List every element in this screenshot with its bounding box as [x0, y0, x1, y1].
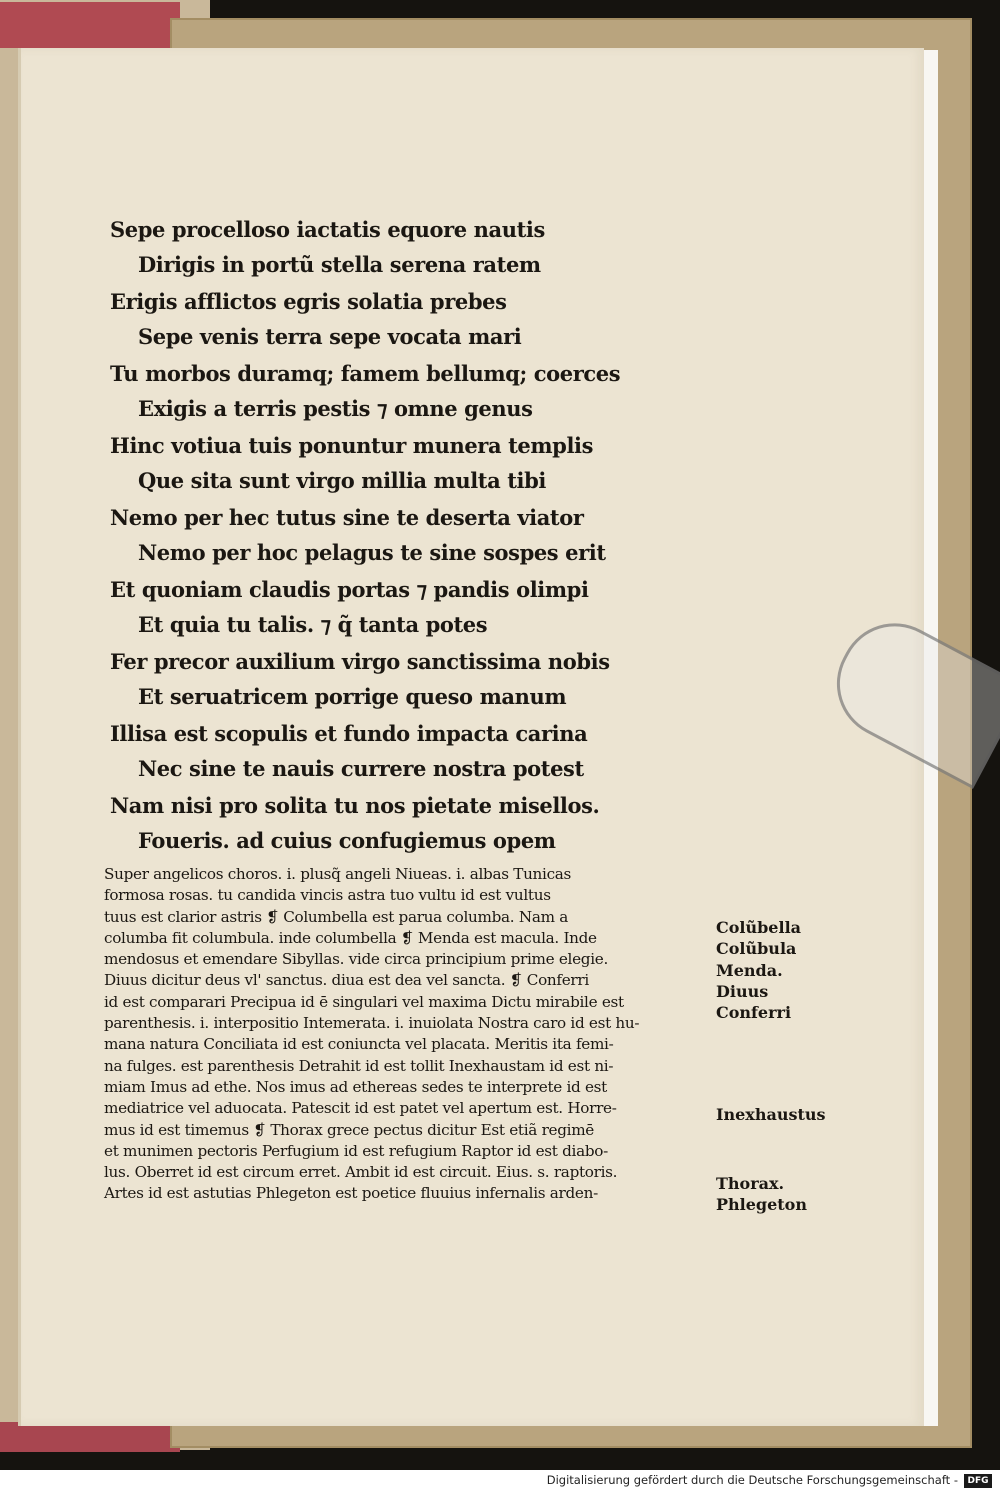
margin-note: Phlegeton [716, 1194, 807, 1214]
verse-line: Sepe procelloso iactatis equore nautis [110, 217, 545, 242]
spine-binding-top [0, 2, 180, 48]
verse-line: Et seruatricem porrige queso manum [138, 684, 567, 709]
commentary-line: formosa rosas. tu candida vincis astra tuo vultu id est vultus [104, 886, 551, 905]
commentary-line: miam Imus ad ethe. Nos imus ad ethereas sedes te interprete id est [104, 1077, 607, 1096]
commentary-line: et munimen pectoris Perfugium id est refugium Raptor id est diabo- [104, 1141, 608, 1160]
verse-line: Illisa est scopulis et fundo impacta carina [110, 721, 588, 746]
verse-line: Nam nisi pro solita tu nos pietate misellos. [110, 793, 600, 818]
commentary-line: parenthesis. i. interpositio Intemerata. i. inuiolata Nostra caro id est hu- [104, 1014, 640, 1033]
commentary-line: lus. Oberret id est circum erret. Ambit id est circuit. Eius. s. raptoris. [104, 1163, 618, 1182]
margin-note: Colũbula [716, 939, 797, 959]
commentary-line: tuus est clarior astris ❡ Columbella est parua columba. Nam a [104, 907, 568, 926]
dfg-logo: DFG [964, 1474, 992, 1488]
margin-note: Menda. [716, 960, 783, 980]
verse-line: Et quia tu talis. ⁊ q̃ tanta potes [138, 612, 488, 637]
verse-line: Erigis afflictos egris solatia prebes [110, 289, 507, 314]
verse-line: Exigis a terris pestis ⁊ omne genus [138, 396, 533, 421]
commentary-line: mus id est timemus ❡ Thorax grece pectus dicitur Est etiã regimē [104, 1120, 594, 1139]
verse-line: Foueris. ad cuius confugiemus opem [138, 828, 556, 853]
verse-line: Tu morbos duramq; famem bellumq; coerces [110, 361, 621, 386]
verse-line: Et quoniam claudis portas ⁊ pandis olimpi [110, 577, 589, 602]
verse-line: Hinc votiua tuis ponuntur munera templis [110, 433, 594, 458]
margin-note: Colũbella [716, 918, 802, 937]
commentary-block [104, 864, 712, 1205]
spine-binding-bottom [0, 1422, 180, 1452]
margin-note: Thorax. [716, 1173, 785, 1193]
commentary-line: Super angelicos choros. i. plusq̃ angeli Niueas. i. albas Tunicas [104, 865, 572, 883]
commentary-line: Diuus dicitur deus vl' sanctus. diua est dea vel sancta. ❡ Conferri [104, 971, 589, 990]
margin-note: Inexhaustus [716, 1105, 826, 1125]
verse-line: Nemo per hoc pelagus te sine sospes erit [138, 540, 606, 565]
commentary-line: Artes id est astutias Phlegeton est poetice fluuius infernalis arden- [104, 1184, 598, 1203]
verse-line: Nemo per hec tutus sine te deserta viator [110, 505, 584, 530]
verse-block [110, 212, 710, 858]
verse-line: Fer precor auxilium virgo sanctissima nobis [110, 649, 610, 674]
commentary-line: mana natura Conciliata id est coniuncta vel placata. Meritis ita femi- [104, 1035, 614, 1054]
verse-line: Sepe venis terra sepe vocata mari [138, 324, 522, 349]
commentary-line: id est comparari Precipua id ē singulari vel maxima Dictu mirabile est [104, 992, 624, 1011]
margin-note: Diuus [716, 981, 769, 1001]
verse-line: Nec sine te nauis currere nostra potest [138, 756, 584, 781]
margin-note: Conferri [716, 1003, 792, 1023]
commentary-line: columba fit columbula. inde columbella ❡ Menda est macula. Inde [104, 928, 597, 947]
commentary-line: mendosus et emendare Sibyllas. vide circa principium prime elegie. [104, 950, 608, 969]
commentary-line: na fulges. est parenthesis Detrahit id est tollit Inexhaustam id est ni- [104, 1056, 614, 1075]
footer-credit: Digitalisierung gefördert durch die Deutsche Forschungsgemeinschaft - [546, 1473, 958, 1487]
verse-line: Que sita sunt virgo millia multa tibi [138, 468, 546, 493]
verse-line: Dirigis in portũ stella serena ratem [138, 252, 541, 277]
commentary-line: mediatrice vel aduocata. Patescit id est patet vel apertum est. Horre- [104, 1099, 617, 1118]
